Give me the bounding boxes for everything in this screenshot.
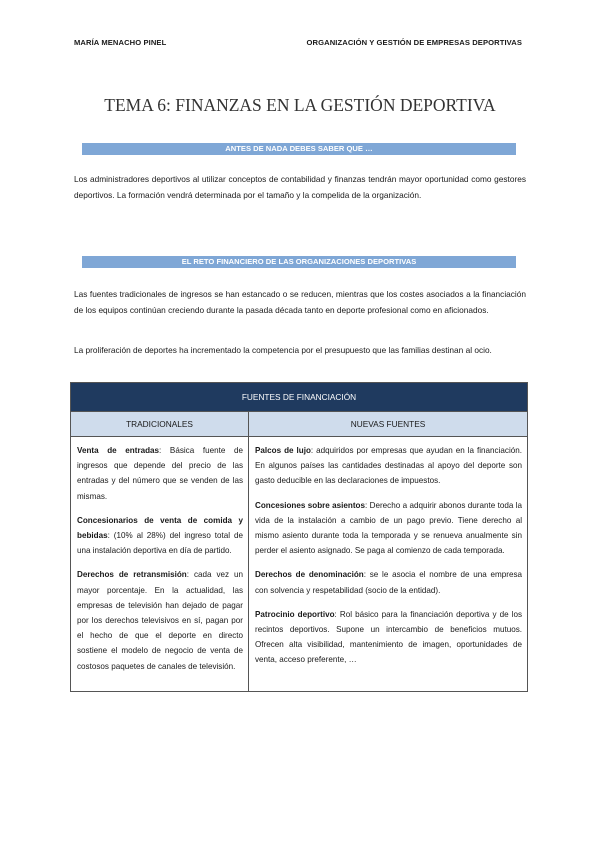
list-item: Derechos de denominación: se le asocia el nombre de una empresa con solvencia y respetabilidad (socio de la entidad). (255, 570, 523, 595)
reto-paragraph-1: Las fuentes tradicionales de ingresos se han estancado o se reducen, mientras que los costes asociados a la financiación de los equipos continúan creciendo durante la pasada década tanto en deporte profesional como en aficionados. (74, 289, 526, 315)
column-header-traditional: TRADICIONALES (71, 412, 249, 437)
section-heading-antes: ANTES DE NADA DEBES SABER QUE … (82, 143, 516, 155)
list-item: Concesionarios de venta de comida y bebidas: (10% al 28%) del ingreso total de una instalación deportiva en día de partido. (77, 515, 243, 556)
list-item: Derechos de retransmisión: cada vez un mayor porcentaje. En la actualidad, las empresas de televisión han dejado de pagar por los derechos televisivos en sí, pagan por el hecho de que el deporte en directo sostiene el modelo de negocio de venta de costosos paquetes de canales de televisión. (77, 570, 243, 671)
column-header-new: NUEVAS FUENTES (249, 412, 528, 437)
list-item: Venta de entradas: Básica fuente de ingresos que depende del precio de las entradas y del número que se venden de las mismas. (77, 446, 243, 501)
table-title: FUENTES DE FINANCIACIÓN (71, 383, 528, 412)
intro-paragraph: Los administradores deportivos al utilizar conceptos de contabilidad y finanzas tendrán mayor oportunidad como gestores deportivos. La formación vendrá determinada por el tamaño y la compelida de la organización. (74, 174, 526, 200)
list-item: Palcos de lujo: adquiridos por empresas que ayudan en la financiación. En algunos países las cantidades destinadas al apoyo del deporte son gasto deducible en las declaraciones de impuestos. (255, 446, 523, 486)
financing-table (70, 382, 528, 692)
page-title: TEMA 6: FINANZAS EN LA GESTIÓN DEPORTIVA (104, 95, 496, 115)
traditional-sources-cell (71, 437, 249, 692)
new-sources-cell (249, 437, 528, 692)
list-item: Patrocinio deportivo: Rol básico para la financiación deportiva y de los recintos deportivos. Supone un intercambio de beneficios mutuos. Ofrecen alta visibilidad, mantenimiento de imagen, oportunidades de venta, acceso preferente, … (255, 609, 523, 665)
section-heading-reto: EL RETO FINANCIERO DE LAS ORGANIZACIONES DEPORTIVAS (82, 256, 516, 268)
header-course: ORGANIZACIÓN Y GESTIÓN DE EMPRESAS DEPORTIVAS (306, 38, 522, 47)
list-item: Concesiones sobre asientos: Derecho a adquirir abonos durante toda la vida de la instalación a cambio de un pago previo. Tiene derecho al mismo asiento durante toda la temporada y se renueva anualmente sin perder el asiento asignado. Se paga al comienzo de cada temporada. (255, 500, 523, 556)
header-author: MARÍA MENACHO PINEL (74, 38, 167, 47)
reto-paragraph-2: La proliferación de deportes ha incrementado la competencia por el presupuesto que las familias destinan al ocio. (74, 345, 492, 355)
